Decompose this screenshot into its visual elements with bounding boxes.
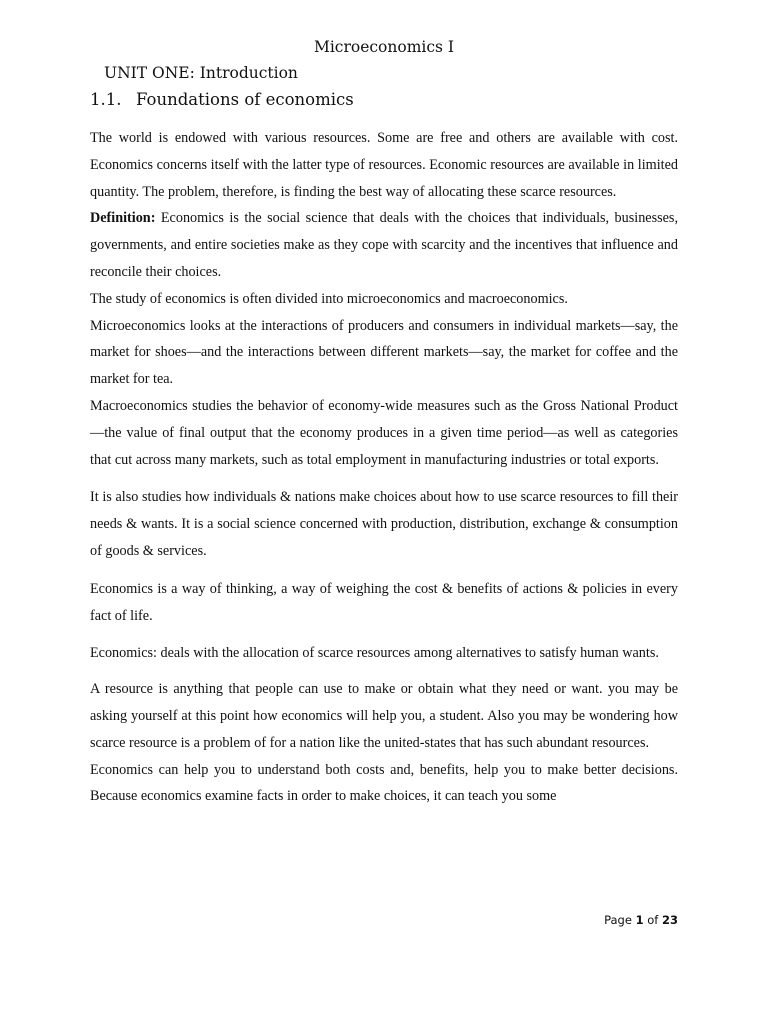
paragraph-allocation: Economics: deals with the allocation of scarce resources among alternatives to satisfy human wants. (90, 645, 659, 662)
document-title: Microeconomics I (313, 38, 455, 56)
page-of: of (643, 913, 662, 927)
paragraph-study-division: The study of economics is often divided into microeconomics and macroeconomics. (90, 290, 568, 307)
section-number: 1.1. (90, 90, 122, 109)
paragraph-way-of-thinking: Economics is a way of thinking, a way of weighing the cost & benefits of actions & policies in every fact of life. (90, 580, 678, 624)
paragraph-resource-definition: A resource is anything that people can use to make or obtain what they need or want. you may be asking yourself at this point how economics will help you, a student. Also you may be wondering how scarce resource is a problem of for a nation like the united-states that has such abundant resources. (90, 681, 678, 751)
paragraph-microeconomics: Microeconomics looks at the interactions of producers and consumers in individual markets—say, the market for shoes—and the interactions between different markets—say, the market for coffee and the market for tea. (90, 317, 678, 388)
definition-label: Definition: (90, 210, 156, 227)
section-title: Foundations of economics (136, 90, 354, 109)
page-number (604, 912, 678, 928)
unit-heading: UNIT ONE: Introduction (104, 64, 298, 82)
page-total: 23 (661, 913, 678, 927)
section-heading (90, 89, 354, 111)
paragraph-resources: The world is endowed with various resources. Some are free and others are available with cost. Economics concerns itself with the latter type of resources. Economic resources are available in limited quantity. The problem, therefore, is finding the best way of allocating these scarce resources. (90, 130, 678, 200)
paragraph-macroeconomics: Macroeconomics studies the behavior of economy-wide measures such as the Gross National Product—the value of final output that the economy produces in a given time period—as well as categories that cut across many markets, such as total employment in manufacturing industries or total exports. (90, 397, 678, 468)
page-current: 1 (635, 913, 644, 927)
page-label: Page (604, 913, 636, 927)
paragraph-costs-benefits: Economics can help you to understand both costs and, benefits, help you to make better decisions. Because economics examine facts in order to make choices, it can teach you some (90, 761, 678, 805)
definition-text: Economics is the social science that deals with the choices that individuals, businesses, governments, and entire societies make as they cope with scarcity and the incentives that influence and reconcile their choices. (90, 210, 678, 280)
paragraph-choices: It is also studies how individuals & nations make choices about how to use scarce resources to fill their needs & wants. It is a social science concerned with production, distribution, exchange & consumption of goods & services. (90, 489, 678, 559)
body-text (90, 125, 678, 810)
paragraph-definition (90, 205, 678, 285)
